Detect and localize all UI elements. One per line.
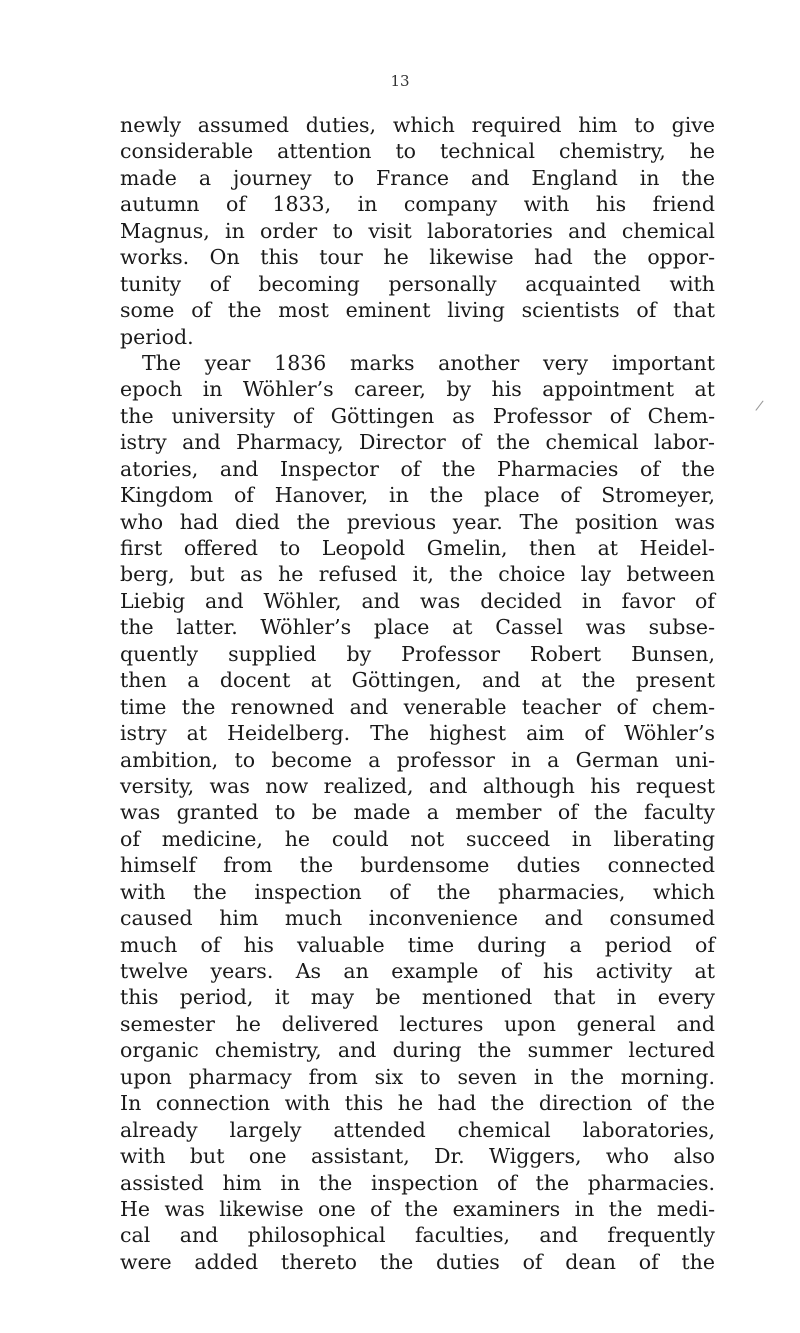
text-line: this period, it may be mentioned that in every: [120, 985, 715, 1010]
text-line: istry and Pharmacy, Director of the chemical labor-: [120, 430, 715, 455]
text-line: of medicine, he could not succeed in liberating: [120, 826, 715, 851]
text-line: period.: [120, 324, 194, 349]
text-line: were added thereto the duties of dean of the: [120, 1249, 715, 1274]
text-line: himself from the burdensome duties connected: [120, 853, 715, 878]
text-line: organic chemistry, and during the summer lectured: [120, 1038, 715, 1063]
text-line: newly assumed duties, which required him to give: [120, 113, 715, 137]
text-line: The year 1836 marks another very important: [142, 350, 715, 375]
text-line: He was likewise one of the examiners in the medi-: [120, 1196, 715, 1221]
text-line: twelve years. As an example of his activity at: [120, 959, 715, 983]
text-line: much of his valuable time during a period of: [120, 932, 715, 957]
page-number: 13: [390, 72, 410, 90]
text-line: first offered to Leopold Gmelin, then at Heidel-: [120, 536, 715, 560]
body-text: [120, 112, 715, 1275]
text-line: who had died the previous year. The position was: [120, 509, 715, 534]
text-line: quently supplied by Professor Robert Bunsen,: [120, 641, 715, 666]
text-line: In connection with this he had the direction of the: [120, 1091, 715, 1116]
text-line: atories, and Inspector of the Pharmacies of the: [120, 456, 715, 481]
text-line: semester he delivered lectures upon general and: [120, 1011, 715, 1036]
text-line: already largely attended chemical laboratories,: [120, 1117, 715, 1142]
text-line: made a journey to France and England in the: [120, 165, 715, 190]
text-line: upon pharmacy from six to seven in the morning.: [120, 1064, 715, 1089]
margin-mark: /: [754, 397, 765, 415]
text-line: the university of Göttingen as Professor of Chem-: [120, 403, 715, 428]
text-line: Kingdom of Hanover, in the place of Stromeyer,: [120, 483, 715, 508]
text-line: time the renowned and venerable teacher of chem-: [120, 694, 715, 719]
text-line: autumn of 1833, in company with his friend: [120, 192, 715, 217]
text-line: considerable attention to technical chemistry, he: [120, 139, 715, 164]
text-line: Liebig and Wöhler, and was decided in favor of: [120, 588, 715, 613]
text-line: caused him much inconvenience and consumed: [120, 906, 715, 931]
text-line: istry at Heidelberg. The highest aim of Wöhler’s: [120, 721, 715, 746]
text-line: works. On this tour he likewise had the oppor-: [120, 245, 715, 270]
text-line: epoch in Wöhler’s career, by his appointment at: [120, 377, 715, 402]
text-line: versity, was now realized, and although his request: [120, 773, 715, 798]
text-line: was granted to be made a member of the faculty: [120, 800, 715, 825]
text-line: tunity of becoming personally acquainted with: [120, 271, 715, 296]
text-line: the latter. Wöhler’s place at Cassel was subse-: [120, 615, 715, 640]
text-line: ambition, to become a professor in a German uni-: [120, 747, 715, 772]
text-line: with the inspection of the pharmacies, which: [120, 879, 715, 904]
text-line: then a docent at Göttingen, and at the present: [120, 668, 715, 693]
text-line: assisted him in the inspection of the pharmacies.: [120, 1170, 715, 1195]
text-line: berg, but as he refused it, the choice lay between: [120, 562, 715, 587]
text-line: with but one assistant, Dr. Wiggers, who also: [120, 1144, 715, 1169]
text-line: some of the most eminent living scientists of that: [120, 298, 715, 323]
text-line: cal and philosophical faculties, and frequently: [120, 1223, 715, 1248]
text-line: Magnus, in order to visit laboratories and chemical: [120, 218, 715, 243]
